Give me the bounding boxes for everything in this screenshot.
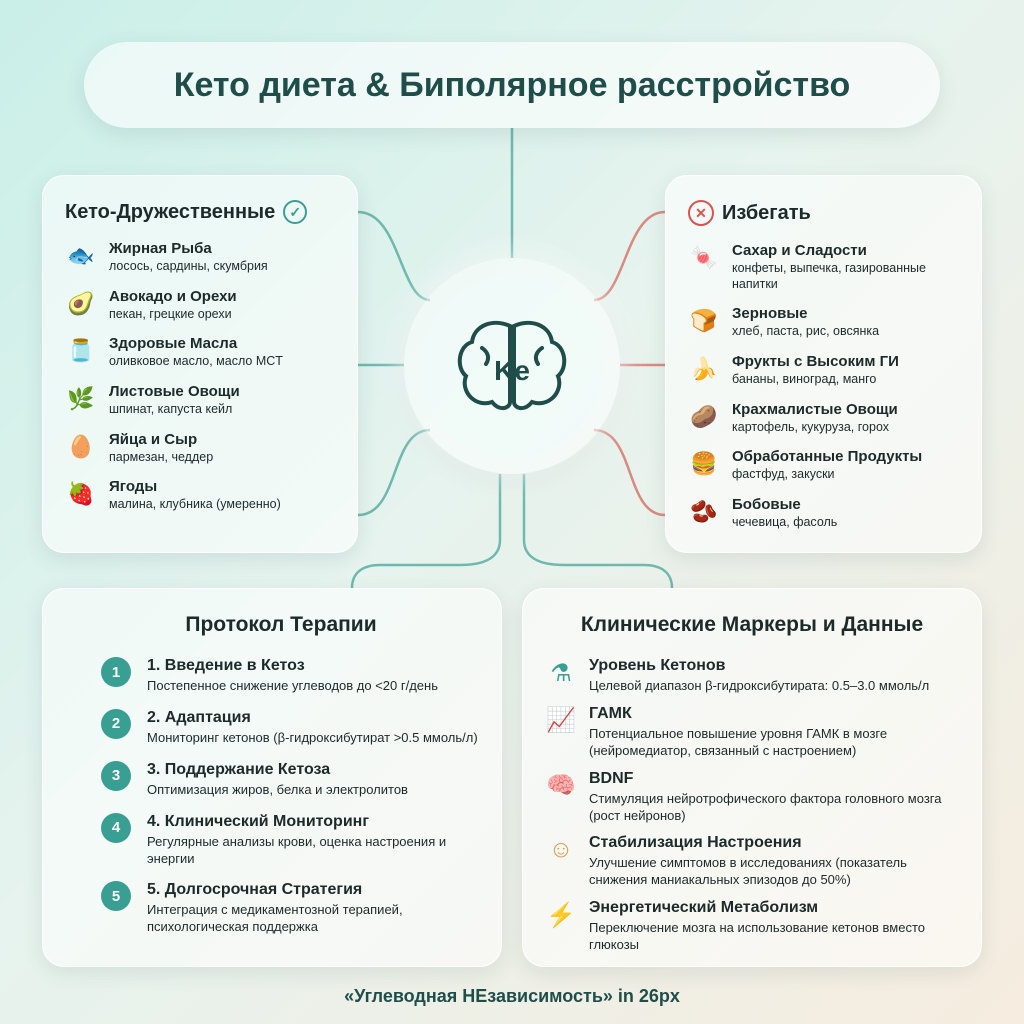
page-title: Кето диета & Биполярное расстройство (84, 42, 940, 128)
marker-item (545, 770, 959, 825)
item-desc: оливковое масло, масло MCT (109, 354, 283, 369)
list-item (65, 335, 335, 370)
card-title: Протокол Терапии (185, 613, 377, 636)
list-item (688, 448, 959, 483)
item-name: Авокадо и Орехи (109, 287, 237, 305)
marker-name: ГАМК (589, 704, 632, 722)
berries-icon: 🍓 (67, 481, 95, 507)
item-name: Ягоды (109, 478, 158, 496)
list-item (688, 242, 959, 292)
therapy-protocol-card (42, 588, 502, 967)
protocol-step (101, 709, 481, 747)
item-desc: лосось, сардины, скумбрия (109, 259, 268, 273)
leaf-icon: 🌿 (67, 385, 95, 411)
burger-icon: 🍔 (690, 451, 718, 477)
item-desc: шпинат, капуста кейл (109, 401, 233, 416)
item-name: Листовые Овощи (109, 382, 240, 400)
list-item (688, 353, 959, 388)
step-desc: Оптимизация жиров, белка и электролитов (147, 781, 408, 797)
smile-head-icon: ☺ (548, 836, 574, 864)
step-number: 2 (101, 709, 131, 739)
avocado-icon: 🥑 (67, 290, 95, 316)
list-item (65, 383, 335, 418)
marker-item (545, 834, 959, 889)
list-item (65, 240, 335, 275)
brain-icon: 🧠 (546, 772, 576, 800)
candy-icon: 🍬 (690, 245, 718, 270)
card-title: Избегать (722, 201, 811, 224)
marker-desc: Улучшение симптомов в исследованиях (показатель снижения маниакальных эпизодов до 50%) (589, 855, 907, 888)
brain-icon (452, 316, 572, 416)
item-desc: картофель, кукуруза, горох (732, 419, 890, 434)
step-number: 1 (101, 657, 131, 687)
item-name: Крахмалистые Овощи (732, 400, 898, 418)
x-circle-icon: ✕ (688, 200, 714, 226)
beans-icon: 🫘 (690, 498, 718, 524)
clinical-markers-card (522, 588, 982, 967)
item-name: Фрукты с Высоким ГИ (732, 352, 899, 370)
step-name: 1. Введение в Кетоз (147, 657, 305, 674)
potato-icon: 🥔 (690, 403, 718, 429)
check-circle-icon: ✓ (283, 200, 307, 224)
step-name: 5. Долгосрочная Стратегия (147, 881, 363, 899)
marker-name: BDNF (589, 769, 634, 787)
center-label: Ke (494, 355, 530, 386)
step-desc: Постепенное снижение углеводов до <20 г/день (147, 678, 438, 693)
marker-name: Уровень Кетонов (589, 657, 726, 674)
bread-icon: 🍞 (690, 308, 718, 334)
avoid-card (665, 175, 982, 553)
footer-slogan: «Углеводная НЕзависимость» in 26px (344, 986, 680, 1006)
protocol-step (101, 881, 481, 936)
item-desc: фастфуд, закуски (732, 467, 835, 482)
step-name: 2. Адаптация (147, 708, 251, 726)
item-desc: чечевица, фасоль (732, 514, 838, 529)
marker-name: Стабилизация Настроения (589, 834, 802, 852)
step-desc: Мониторинг кетонов (β-гидроксибутират >0.5 ммоль/л) (147, 729, 478, 745)
list-item (688, 496, 959, 531)
step-number: 4 (101, 813, 131, 843)
step-number: 5 (101, 881, 131, 911)
step-desc: Регулярные анализы крови, оценка настроения и энергии (147, 833, 447, 866)
list-item (65, 288, 335, 323)
list-item (688, 401, 959, 436)
banana-icon: 🍌 (690, 355, 718, 381)
marker-name: Энергетический Метаболизм (589, 899, 819, 917)
marker-desc: Целевой диапазон β-гидроксибутирата: 0.5–3.0 ммоль/л (589, 678, 930, 693)
card-title: Клинические Маркеры и Данные (580, 613, 924, 636)
item-desc: малина, клубника (умеренно) (109, 497, 281, 512)
item-desc: конфеты, выпечка, газированные напитки (732, 261, 926, 291)
step-desc: Интеграция с медикаментозной терапией, психологическая поддержка (147, 902, 403, 935)
step-name: 4. Клинический Мониторинг (147, 812, 369, 830)
item-name: Обработанные Продукты (732, 448, 923, 466)
fish-icon: 🐟 (67, 243, 95, 268)
list-item (65, 431, 335, 466)
item-name: Зерновые (732, 305, 808, 323)
item-name: Сахар и Сладости (732, 242, 867, 259)
flask-icon: ⚗ (550, 659, 572, 687)
step-name: 3. Поддержание Кетоза (147, 760, 331, 778)
keto-brain-hub (404, 258, 620, 474)
oil-bottle-icon: 🫙 (67, 338, 95, 364)
card-title: Кето-Дружественные (65, 200, 276, 223)
item-name: Жирная Рыба (109, 240, 212, 257)
list-item (65, 478, 335, 513)
list-item (688, 305, 959, 340)
keto-friendly-card (42, 175, 358, 553)
egg-icon: 🥚 (67, 433, 95, 459)
item-name: Яйца и Сыр (109, 430, 198, 448)
item-desc: пармезан, чеддер (109, 449, 214, 464)
lightning-icon: ⚡ (546, 901, 576, 929)
marker-item (545, 899, 959, 954)
protocol-step (101, 813, 481, 868)
marker-item (545, 657, 959, 695)
item-desc: бананы, виноград, манго (732, 371, 877, 386)
marker-desc: Переключение мозга на использование кетонов вместо глюкозы (589, 920, 925, 953)
marker-item (545, 705, 959, 760)
item-desc: пекан, грецкие орехи (109, 306, 232, 321)
marker-desc: Стимуляция нейротрофического фактора головного мозга (рост нейронов) (589, 790, 942, 823)
marker-desc: Потенциальное повышение уровня ГАМК в мозге (нейромедиатор, связанный с настроением) (589, 725, 888, 758)
protocol-step (101, 761, 481, 799)
chart-line-icon: 📈 (546, 707, 576, 735)
item-desc: хлеб, паста, рис, овсянка (732, 324, 880, 339)
protocol-step (101, 657, 481, 695)
item-name: Здоровые Масла (109, 335, 238, 353)
item-name: Бобовые (732, 495, 801, 513)
step-number: 3 (101, 761, 131, 791)
